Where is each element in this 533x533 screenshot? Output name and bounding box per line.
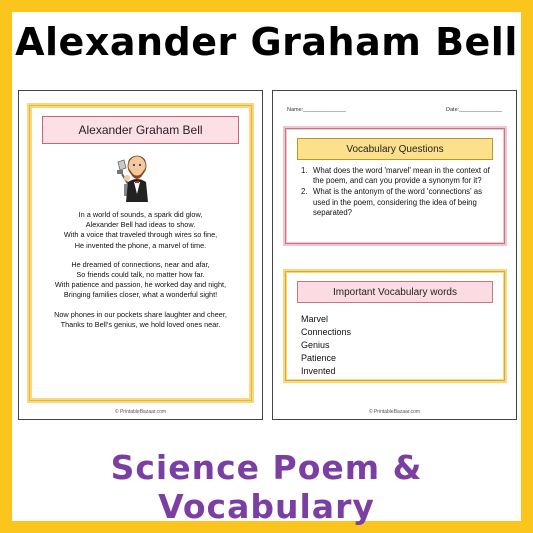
vocab-word: Genius xyxy=(301,340,330,350)
questions-header: Vocabulary Questions xyxy=(297,138,493,160)
poem-text xyxy=(40,210,241,339)
poem-line: In a world of sounds, a spark did glow, xyxy=(78,210,203,219)
poem-line: He invented the phone, a marvel of time. xyxy=(74,240,207,250)
question-number: 1. xyxy=(301,166,308,175)
poem-line: Alexander Bell had ideas to show. xyxy=(85,220,196,230)
vocabulary-questions-box xyxy=(283,126,507,246)
question-item xyxy=(301,187,491,218)
subtitle: Science Poem & Vocabulary xyxy=(110,448,423,526)
vocab-word: Invented xyxy=(301,366,336,376)
poem-stanza xyxy=(40,310,241,330)
page-footer: © PrintableBazaar.com xyxy=(114,409,167,415)
poem-box xyxy=(27,103,254,403)
vocab-word: Marvel xyxy=(301,314,329,324)
vocab-list xyxy=(301,313,351,378)
poem-title: Alexander Graham Bell xyxy=(42,116,239,144)
name-field: Name:______________ xyxy=(287,107,347,113)
question-item xyxy=(301,166,491,186)
poem-stanza xyxy=(40,260,241,301)
poem-line: With a voice that traveled through wires so fine, xyxy=(63,230,218,240)
date-field: Date:______________ xyxy=(446,107,502,113)
poem-stanza xyxy=(40,210,241,251)
page-footer: © PrintableBazaar.com xyxy=(368,409,421,415)
poem-worksheet xyxy=(18,90,263,420)
page-title: Alexander Graham Bell xyxy=(15,20,518,64)
vocabulary-words-box xyxy=(283,269,507,383)
name-date-row xyxy=(287,107,502,113)
poem-line: He dreamed of connections, near and afar, xyxy=(71,259,210,269)
question-text: What does the word 'marvel' mean in the context of the poem, and can you provide a synonym for it? xyxy=(313,166,490,186)
poem-line: So friends could talk, no matter how far. xyxy=(76,270,205,280)
poem-line: Now phones in our pockets share laughter and cheer, xyxy=(54,309,227,319)
vocabulary-worksheet xyxy=(272,90,517,420)
questions-list xyxy=(301,166,491,219)
question-number: 2. xyxy=(301,187,308,197)
question-text: What is the antonym of the word 'connections' as used in the poem, considering the idea of being separated? xyxy=(313,187,482,217)
poem-line: With patience and passion, he worked day and night, xyxy=(54,280,227,290)
vocab-word: Patience xyxy=(301,353,337,363)
vocab-header: Important Vocabulary words xyxy=(297,281,493,303)
alexander-graham-bell-portrait-icon xyxy=(114,148,160,204)
poem-line: Thanks to Bell’s genius, we hold loved ones near. xyxy=(60,319,221,329)
poem-line: Bringing families closer, what a wonderful sight! xyxy=(63,290,218,300)
vocab-word: Connections xyxy=(301,327,352,337)
